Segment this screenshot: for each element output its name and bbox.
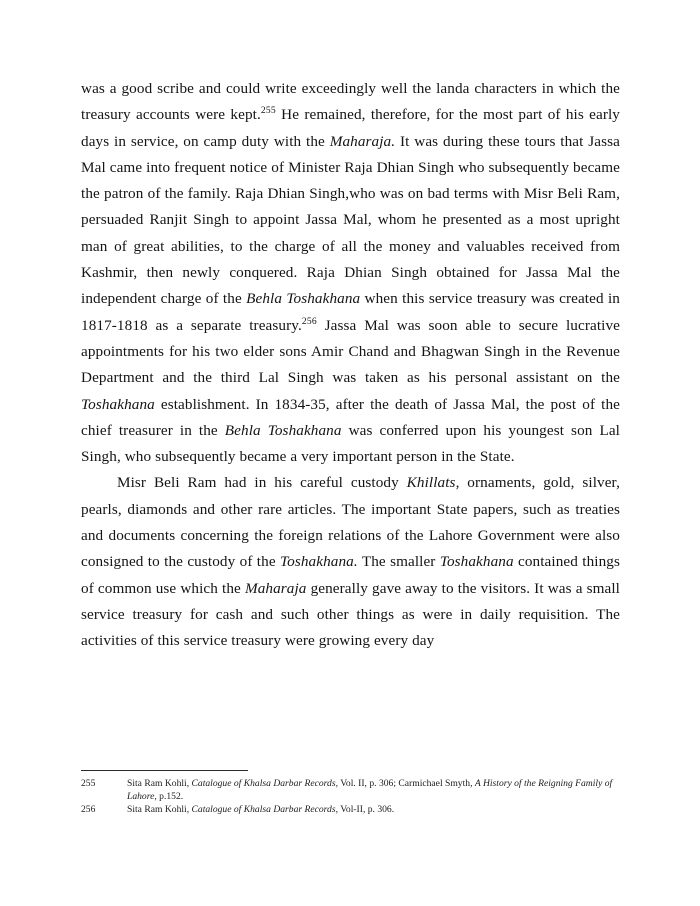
italic-term: Behla Toshakhana	[224, 421, 342, 439]
text-run: Vol. II, p. 306; Carmichael Smyth,	[337, 778, 475, 789]
italic-term: Toshakhana	[439, 553, 514, 571]
body-paragraph-1	[81, 76, 620, 470]
italic-term: Toshakhana	[81, 395, 155, 413]
footnote-list	[81, 778, 620, 817]
body-text-column	[81, 76, 620, 655]
text-run: Vol-II, p. 306.	[337, 804, 395, 816]
italic-term: A History of the Reigning Family of Lahore	[127, 778, 613, 802]
text-run: The smaller	[357, 553, 440, 571]
footnote-marker: 255	[260, 105, 276, 117]
text-run: establishment. In 1834-35, after the death of Jassa Mal, the post of the chief treasurer in the	[81, 395, 620, 439]
text-run: Sita Ram Kohli,	[127, 778, 192, 789]
text-run: generally gave away to the visitors. It was a small service treasury for cash and such other things as were in daily requisition. The activities of this service treasury were growing every day	[81, 579, 621, 650]
footnote-text	[127, 778, 620, 803]
italic-term: Toshakhana.	[280, 553, 358, 571]
text-run: contained things of common use which the	[81, 553, 621, 597]
text-run: , ornaments, gold, silver, pearls, diamonds and other rare articles. The important State papers, such as treaties and documents concerning the foreign relations of the Lahore Government were also consigned to the custody of the	[81, 474, 620, 571]
text-run: Sita Ram Kohli,	[127, 804, 192, 816]
text-run: He remained, therefore, for the most part of his early days in service, on camp duty with the	[81, 106, 620, 150]
footnote-item	[81, 804, 620, 817]
footnote-marker: 256	[301, 315, 317, 327]
italic-term: Catalogue of Khalsa Darbar Records,	[191, 804, 338, 816]
italic-term: Behla Toshakhana	[246, 290, 361, 308]
footnote-number: 256	[81, 804, 96, 816]
italic-term: Catalogue of Khalsa Darbar Records,	[191, 778, 338, 789]
text-run: when this service treasury was created in 1817-1818 as a separate treasury.	[81, 290, 620, 334]
text-run: was conferred upon his youngest son Lal Singh, who subsequently became a very important person in the State.	[81, 421, 621, 466]
text-run: Misr Beli Ram had in his careful custody	[117, 474, 407, 492]
footnote-text	[127, 804, 620, 817]
footnote-separator-rule	[81, 770, 248, 771]
text-run: , p.152.	[154, 790, 184, 802]
footnote-item	[81, 778, 620, 803]
italic-term: Maharaja	[244, 579, 307, 597]
footnote-number: 255	[81, 778, 96, 789]
italic-term: Khillats	[406, 474, 456, 492]
text-run: was a good scribe and could write exceedingly well the landa characters in which the treasury accounts were kept.	[81, 80, 620, 124]
body-paragraph-2	[81, 470, 620, 654]
text-run: It was during these tours that Jassa Mal came into frequent notice of Minister Raja Dhian Singh who subsequently became the patron of the family. Raja Dhian Singh,who was on bad terms with Misr Beli Ram, persuaded Ranjit Singh to appoint Jassa Mal, whom he presented as a most upright man of great abilities, to the charge of all the money and valuables received from Kashmir, then newly conquered. Raja Dhian Singh obtained for Jassa Mal the independent charge of the	[81, 132, 620, 308]
italic-term: Maharaja.	[329, 132, 396, 150]
footnote-section	[81, 770, 620, 818]
text-run: Jassa Mal was soon able to secure lucrative appointments for his two elder sons Amir Chand and Bhagwan Singh in the Revenue Department and the third Lal Singh was taken as his personal assistant on the	[81, 316, 620, 387]
